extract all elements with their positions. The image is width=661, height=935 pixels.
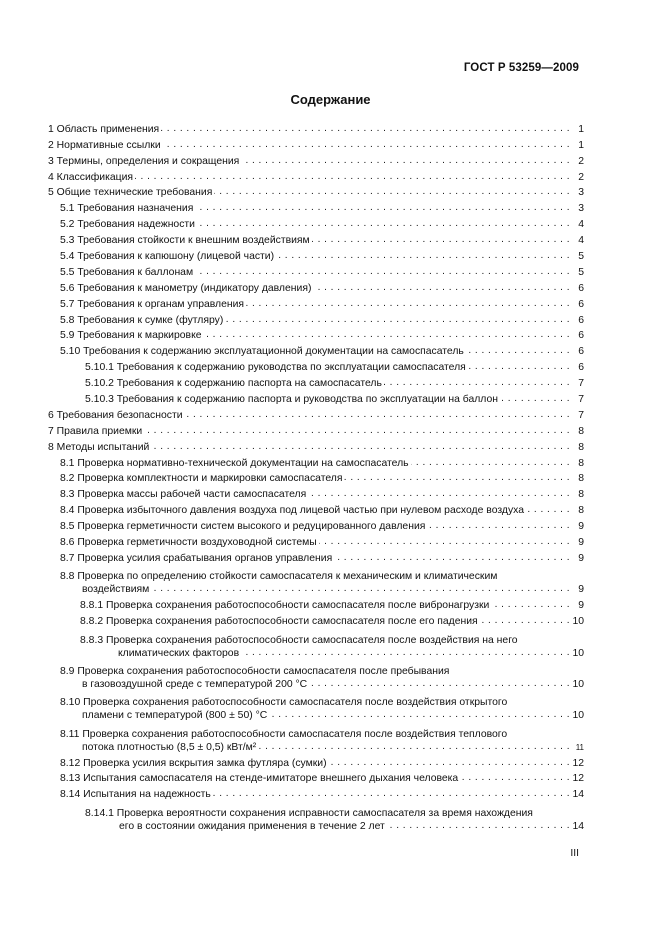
toc-entry-label: 4 Классификация — [48, 171, 134, 183]
toc-entry-page: 8 — [578, 505, 584, 517]
dot-leader — [163, 140, 570, 150]
toc-entry[interactable] — [48, 136, 584, 152]
toc-entry-page: 4 — [578, 235, 584, 247]
toc-entry[interactable] — [48, 263, 584, 279]
dot-leader — [344, 473, 570, 483]
toc-entry-page: 8 — [578, 457, 584, 469]
toc-entry-label: 5.10 Требования к содержанию эксплуатационной документации на самоспасатель — [60, 346, 464, 358]
toc-entry-page: 6 — [578, 282, 584, 294]
toc-entry-page: 12 — [572, 757, 584, 769]
page-title: Содержание — [290, 92, 371, 107]
dot-leader — [197, 219, 570, 229]
toc-entry-page: 9 — [578, 552, 584, 564]
toc-entry-label: 8.1 Проверка нормативно-технической документации на самоспасатель — [60, 457, 409, 469]
toc-entry[interactable] — [48, 770, 584, 786]
toc-entry-label: 3 Термины, определения и сокращения — [48, 155, 240, 167]
toc-entry[interactable] — [48, 247, 584, 263]
toc-entry-page: 10 — [572, 647, 584, 659]
dot-leader — [526, 505, 570, 515]
toc-entry-label-continuation: воздействиям — [82, 584, 150, 596]
page-number: III — [570, 848, 579, 859]
toc-entry-label: 5.2 Требования надежности — [60, 219, 195, 231]
toc-entry[interactable] — [48, 501, 584, 517]
dot-leader — [269, 710, 570, 720]
toc-entry-label: 8.8.1 Проверка сохранения работоспособности самоспасателя после вибронагрузки — [80, 600, 490, 612]
toc-entry-label: 5 Общие технические требования — [48, 187, 213, 199]
toc-entry-label: 8.6 Проверка герметичности воздуховодной системы — [60, 537, 317, 549]
toc-entry-page: 6 — [578, 314, 584, 326]
toc-entry-page: 9 — [578, 537, 584, 549]
toc-entry-page: 9 — [578, 600, 584, 612]
toc-entry-page: 4 — [578, 219, 584, 231]
dot-leader — [185, 410, 570, 420]
toc-entry-label: 5.8 Требования к сумке (футляру) — [60, 314, 224, 326]
toc-entry-page: 6 — [578, 362, 584, 374]
toc-entry-label: 8 Методы испытаний — [48, 441, 150, 453]
toc-entry-label-continuation: его в состоянии ожидания применения в течение 2 лет — [119, 820, 385, 832]
toc-entry[interactable] — [48, 454, 584, 470]
toc-entry[interactable] — [48, 168, 584, 184]
toc-entry-label: 1 Область применения — [48, 123, 160, 135]
toc-entry-page: 7 — [578, 394, 584, 406]
toc-entry[interactable] — [48, 342, 584, 358]
dot-leader — [241, 156, 570, 166]
toc-entry-page: 9 — [578, 584, 584, 596]
toc-entry-page: 10 — [572, 710, 584, 722]
toc-entry-label: 5.10.1 Требования к содержанию руководства по эксплуатации самоспасателя — [85, 362, 466, 374]
toc-entry-label: 8.10 Проверка сохранения работоспособности самоспасателя после воздействия открытого — [60, 697, 508, 709]
toc-entry[interactable] — [48, 517, 584, 533]
dot-leader — [480, 616, 570, 626]
toc-entry[interactable] — [48, 549, 584, 565]
dot-leader — [427, 521, 570, 531]
toc-entry-label: 8.13 Испытания самоспасателя на стенде-имитаторе внешнего дыхания человека — [60, 773, 459, 785]
dot-leader — [241, 648, 570, 658]
dot-leader — [225, 315, 570, 325]
dot-leader — [313, 283, 570, 293]
toc-entry-label: 5.3 Требования стойкости к внешним воздействиям — [60, 235, 310, 247]
dot-leader — [411, 458, 570, 468]
toc-entry[interactable] — [48, 279, 584, 295]
toc-entry-label-continuation: потока плотностью (8,5 ± 0,5) кВт/м² — [82, 741, 257, 753]
toc-entry-label: 5.4 Требования к капюшону (лицевой части) — [60, 251, 275, 263]
dot-leader — [144, 426, 570, 436]
toc-entry-label: 8.8.2 Проверка сохранения работоспособности самоспасателя после его падения — [80, 616, 478, 628]
toc-entry[interactable] — [48, 485, 584, 501]
dot-leader — [308, 489, 570, 499]
toc-entry[interactable] — [48, 215, 584, 231]
toc-entry-page: 12 — [572, 773, 584, 785]
table-of-contents — [48, 120, 584, 833]
toc-entry-page: 2 — [578, 155, 584, 167]
toc-entry-label: 8.4 Проверка избыточного давления воздуха под лицевой частью при нулевом расходе воздуха — [60, 505, 525, 517]
toc-entry-label: 5.10.2 Требования к содержанию паспорта на самоспасатель — [85, 378, 382, 390]
toc-entry-page: 7 — [578, 378, 584, 390]
toc-entry[interactable] — [48, 311, 584, 327]
toc-entry-label-continuation: пламени с температурой (800 ± 50) °С — [82, 710, 268, 722]
toc-entry[interactable] — [48, 374, 584, 390]
dot-leader — [151, 442, 570, 452]
dot-leader — [319, 537, 570, 547]
toc-entry[interactable] — [48, 628, 584, 659]
toc-entry-page: 6 — [578, 330, 584, 342]
document-standard-number: ГОСТ Р 53259—2009 — [463, 62, 579, 74]
toc-entry-page: 5 — [578, 251, 584, 263]
toc-entry-page: 14 — [572, 789, 584, 801]
dot-leader — [466, 346, 570, 356]
dot-leader — [195, 267, 570, 277]
toc-entry[interactable] — [48, 533, 584, 549]
dot-leader — [334, 553, 570, 563]
dot-leader — [387, 821, 570, 831]
toc-entry-page: 5 — [578, 266, 584, 278]
dot-leader — [258, 742, 570, 752]
toc-entry-label: 8.8.3 Проверка сохранения работоспособности самоспасателя после воздействия на него — [80, 634, 518, 646]
toc-entry[interactable] — [48, 691, 584, 722]
toc-entry[interactable] — [48, 596, 584, 612]
toc-entry-label: 2 Нормативные ссылки — [48, 139, 161, 151]
toc-entry[interactable] — [48, 660, 584, 691]
toc-entry-page: 1 — [578, 139, 584, 151]
toc-entry[interactable] — [48, 470, 584, 486]
toc-entry[interactable] — [48, 199, 584, 215]
toc-entry-label: 5.10.3 Требования к содержанию паспорта и руководства по эксплуатации на баллон — [85, 394, 499, 406]
toc-entry[interactable] — [48, 358, 584, 374]
toc-entry-page: 8 — [578, 489, 584, 501]
toc-entry-label: 5.7 Требования к органам управления — [60, 298, 245, 310]
dot-leader — [468, 362, 570, 372]
dot-leader — [151, 584, 570, 594]
dot-leader — [161, 124, 570, 134]
toc-entry-label: 8.8 Проверка по определению стойкости самоспасателя к механическим и климатическим — [60, 571, 498, 583]
toc-entry[interactable] — [48, 295, 584, 311]
toc-entry[interactable] — [48, 722, 584, 753]
toc-entry-label: 8.12 Проверка усилия вскрытия замка футляра (сумки) — [60, 757, 327, 769]
toc-entry-page: 8 — [578, 425, 584, 437]
toc-entry-label: 8.9 Проверка сохранения работоспособности самоспасателя после пребывания — [60, 665, 450, 677]
toc-entry-page: 3 — [578, 203, 584, 215]
dot-leader — [213, 789, 570, 799]
toc-entry-label: 8.2 Проверка комплектности и маркировки самоспасателя — [60, 473, 343, 485]
toc-entry-page: 9 — [578, 521, 584, 533]
dot-leader — [312, 235, 570, 245]
toc-entry[interactable] — [48, 438, 584, 454]
toc-entry[interactable] — [48, 120, 584, 136]
toc-entry-page: 10 — [572, 616, 584, 628]
toc-entry-page: 14 — [572, 820, 584, 832]
toc-entry-label: 8.7 Проверка усилия срабатывания органов управления — [60, 552, 333, 564]
toc-entry[interactable] — [48, 785, 584, 801]
toc-entry-page: 10 — [572, 678, 584, 690]
toc-entry-label: 8.5 Проверка герметичности систем высокого и редуцированного давления — [60, 521, 426, 533]
toc-entry-label: 8.3 Проверка массы рабочей части самоспасателя — [60, 489, 307, 501]
dot-leader — [384, 378, 570, 388]
toc-entry[interactable] — [48, 231, 584, 247]
toc-entry-page: 6 — [578, 346, 584, 358]
toc-entry-label-continuation: в газовоздушной среде с температурой 200 °С — [82, 678, 308, 690]
toc-entry-label-continuation: климатических факторов — [118, 647, 240, 659]
toc-entry[interactable] — [48, 801, 584, 832]
toc-entry-page: 7 — [578, 409, 584, 421]
toc-entry-label: 8.14 Испытания на надежность — [60, 789, 211, 801]
toc-entry-label: 8.14.1 Проверка вероятности сохранения исправности самоспасателя за время нахождения — [85, 807, 533, 819]
toc-entry-page: 8 — [578, 441, 584, 453]
toc-entry-label: 6 Требования безопасности — [48, 409, 183, 421]
toc-entry[interactable] — [48, 754, 584, 770]
dot-leader — [276, 251, 570, 261]
toc-entry[interactable] — [48, 406, 584, 422]
toc-entry[interactable] — [48, 327, 584, 343]
toc-entry-label: 5.1 Требования назначения — [60, 203, 194, 215]
toc-entry-page: 11 — [575, 742, 584, 752]
toc-entry-label: 8.11 Проверка сохранения работоспособности самоспасателя после воздействия теплового — [60, 728, 508, 740]
toc-entry-page: 6 — [578, 298, 584, 310]
dot-leader — [309, 679, 570, 689]
dot-leader — [135, 172, 570, 182]
toc-entry-label: 7 Правила приемки — [48, 425, 143, 437]
dot-leader — [491, 600, 570, 610]
toc-entry[interactable] — [48, 422, 584, 438]
dot-leader — [500, 394, 570, 404]
toc-entry[interactable] — [48, 184, 584, 200]
dot-leader — [204, 330, 570, 340]
toc-entry-page: 1 — [578, 123, 584, 135]
toc-entry[interactable] — [48, 152, 584, 168]
dot-leader — [195, 203, 570, 213]
toc-entry-page: 8 — [578, 473, 584, 485]
toc-entry-label: 5.5 Требования к баллонам — [60, 266, 194, 278]
dot-leader — [460, 773, 570, 783]
toc-entry[interactable] — [48, 390, 584, 406]
dot-leader — [329, 758, 570, 768]
toc-entry[interactable] — [48, 565, 584, 596]
toc-entry-label: 5.6 Требования к манометру (индикатору давления) — [60, 282, 312, 294]
toc-entry-page: 2 — [578, 171, 584, 183]
toc-entry-page: 3 — [578, 187, 584, 199]
dot-leader — [246, 299, 570, 309]
toc-entry[interactable] — [48, 612, 584, 628]
dot-leader — [214, 187, 570, 197]
toc-entry-label: 5.9 Требования к маркировке — [60, 330, 202, 342]
